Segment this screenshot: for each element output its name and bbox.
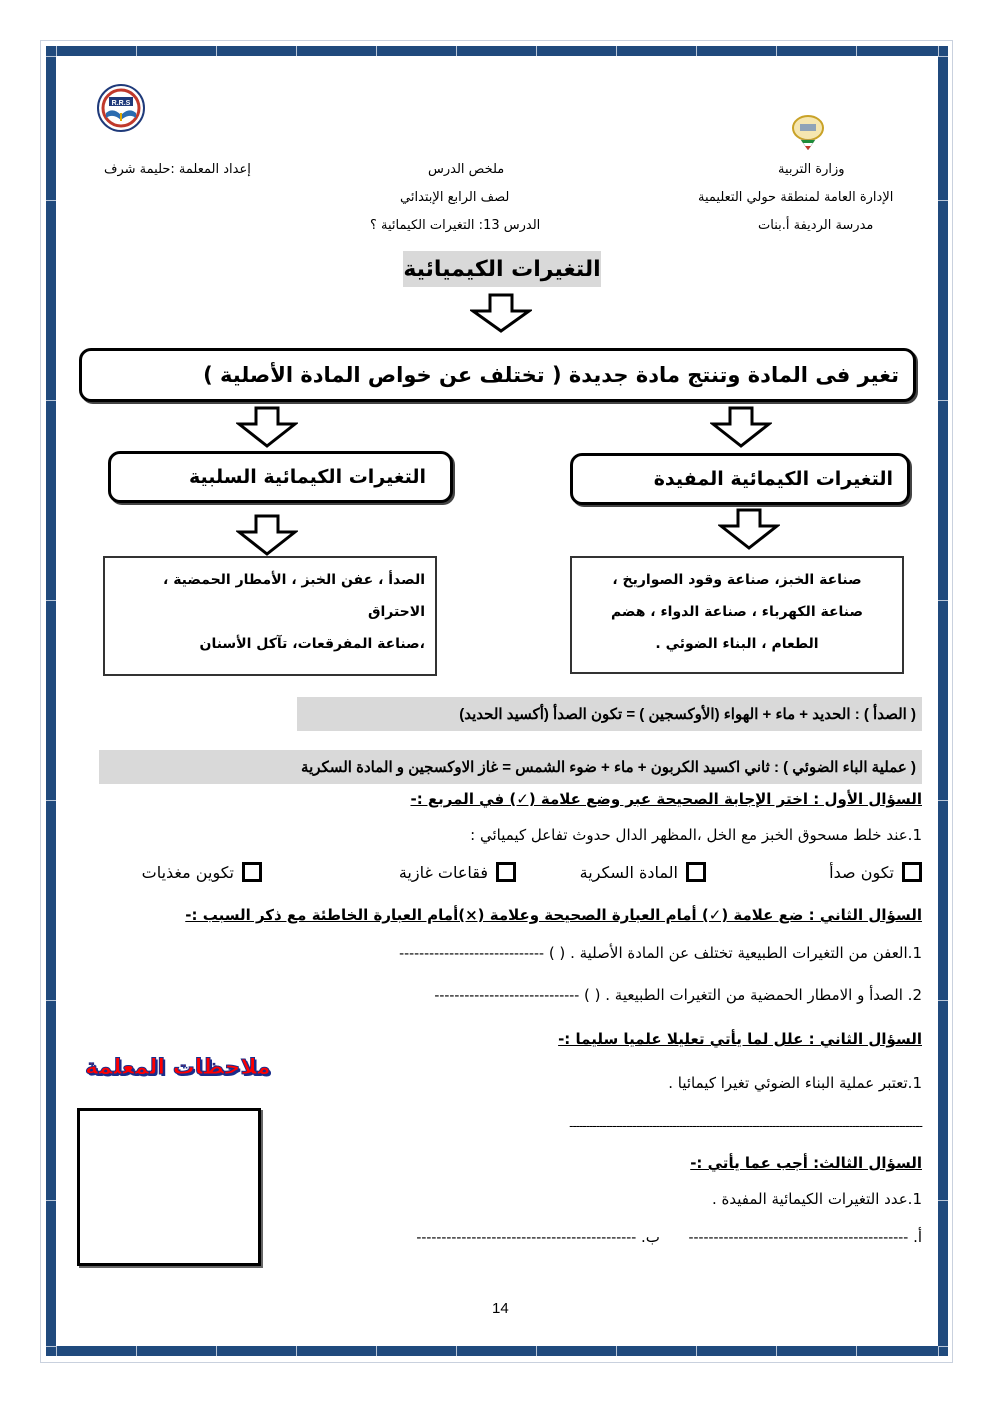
harmful-line: ،صناعة المفرقعات، تآكل الأسنان xyxy=(199,636,425,652)
down-arrow-icon xyxy=(718,508,780,554)
border-divider xyxy=(938,1346,939,1356)
border-divider xyxy=(46,1346,56,1347)
svg-text:R.R.S: R.R.S xyxy=(111,100,131,107)
useful-changes-list xyxy=(570,556,904,674)
border-top xyxy=(46,46,948,56)
down-arrow-icon xyxy=(470,293,532,337)
border-divider xyxy=(46,1000,56,1001)
checkbox[interactable] xyxy=(686,862,706,882)
border-divider xyxy=(136,1346,137,1356)
true-false-item: 2. الصدأ و الامطار الحمضية من التغيرات الطبيعية . ( ) ----------------------------- xyxy=(434,986,922,1004)
page-number: 14 xyxy=(492,1300,509,1317)
border-divider xyxy=(136,46,137,56)
answer-a-blank[interactable]: -------------------------------------------- xyxy=(688,1229,909,1246)
useful-heading-text: التغيرات الكيمائية المفيدة xyxy=(653,468,893,490)
border-divider xyxy=(938,800,948,801)
border-divider xyxy=(216,1346,217,1356)
option-label: تكون صدأ xyxy=(829,862,894,882)
down-arrow-icon xyxy=(710,406,772,452)
question-4-item: 1.عدد التغيرات الكيمائية المفيدة . xyxy=(711,1190,922,1208)
answer-bracket[interactable]: ( ) xyxy=(548,944,566,962)
border-divider xyxy=(536,1346,537,1356)
border-divider xyxy=(938,400,948,401)
border-divider xyxy=(46,400,56,401)
answer-bracket[interactable]: ( ) xyxy=(583,986,601,1004)
border-divider xyxy=(46,600,56,601)
checkbox[interactable] xyxy=(242,862,262,882)
border-divider xyxy=(776,1346,777,1356)
answer-row xyxy=(416,1228,922,1246)
border-divider xyxy=(56,1346,57,1356)
question-1-heading: السؤال الأول : اختر الإجابة الصحيحة عبر وضع علامة (✓) في المربع :- xyxy=(410,790,922,808)
border-divider xyxy=(296,1346,297,1356)
question-1-item: 1.عند خلط مسحوق الخبز مع الخل ،المظهر الدال حدوث تفاعل كيميائي : xyxy=(470,826,922,844)
border-divider xyxy=(46,200,56,201)
border-divider xyxy=(938,1200,948,1201)
question-3-item: 1.تعتبر عملية البناء الضوئي تغيرا كيمائيا . xyxy=(668,1074,922,1092)
answer-b-label: ب. xyxy=(640,1228,660,1246)
school-name: مدرسة الرديفة أ.بنات xyxy=(758,218,874,233)
border-divider xyxy=(938,46,939,56)
useful-line: صناعة الخبز، صناعة وقود الصواريخ ، xyxy=(612,572,862,588)
kuwait-emblem-icon xyxy=(790,114,826,152)
question-2-heading: السؤال الثاني : ضع علامة (✓) أمام العبارة الصحيحة وعلامة (×)أمام العبارة الخاطئة مع ذكر السبب :- xyxy=(185,906,922,924)
border-divider xyxy=(46,1200,56,1201)
border-right xyxy=(938,46,948,1356)
school-logo-icon xyxy=(96,83,146,133)
true-false-item: 1.العفن من التغيرات الطبيعية تختلف عن المادة الأصلية . ( ) ----------------------------- xyxy=(399,944,922,962)
definition-box xyxy=(79,348,916,402)
diagram-title: التغيرات الكيميائية xyxy=(403,251,601,287)
question-4-heading: السؤال الثالث: أجب عما يأتي :- xyxy=(690,1154,922,1172)
border-divider xyxy=(856,1346,857,1356)
teacher-name: إعداد المعلمة :حليمة شرف xyxy=(104,162,251,177)
lesson-title: الدرس 13: التغيرات الكيمائية ؟ xyxy=(370,218,541,233)
border-divider xyxy=(46,800,56,801)
checkbox[interactable] xyxy=(496,862,516,882)
harmful-changes-heading xyxy=(108,451,453,503)
harmful-changes-list xyxy=(103,556,437,676)
photosynthesis-equation: ( عملية الباء الضوئي ) : ثاني اكسيد الكربون + ماء + ضوء الشمس = غاز الاوكسجين و المادة السكرية xyxy=(99,750,922,784)
border-divider xyxy=(296,46,297,56)
border-divider xyxy=(616,46,617,56)
border-divider xyxy=(696,46,697,56)
answer-blank[interactable]: ----------------------------- xyxy=(399,945,545,962)
border-divider xyxy=(46,56,56,57)
ministry-name: وزارة التربية xyxy=(778,162,845,177)
option-label: تكوين مغذيات xyxy=(141,862,234,882)
border-divider xyxy=(938,56,948,57)
district-name: الإدارة العامة لمنطقة حولي التعليمية xyxy=(698,190,894,205)
option-sugar[interactable] xyxy=(580,862,706,882)
useful-changes-heading xyxy=(570,453,910,505)
useful-line: الطعام ، البناء الضوئي . xyxy=(655,636,819,652)
grade-label: لصف الرابع الإبتدائي xyxy=(400,190,510,205)
down-arrow-icon xyxy=(236,406,298,452)
answer-b-blank[interactable]: -------------------------------------------- xyxy=(416,1229,637,1246)
answer-blank[interactable]: ---------------------------------------------------------------------------------------------------------- xyxy=(569,1118,922,1133)
border-divider xyxy=(776,46,777,56)
border-divider xyxy=(56,46,57,56)
option-label: فقاعات غازية xyxy=(398,862,488,882)
border-divider xyxy=(376,1346,377,1356)
border-divider xyxy=(938,1346,948,1347)
useful-line: صناعة الكهرباء ، صناعة الدواء ، هضم xyxy=(610,604,864,620)
option-gas-bubbles[interactable] xyxy=(399,862,516,882)
down-arrow-icon xyxy=(236,514,298,560)
border-divider xyxy=(456,46,457,56)
border-divider xyxy=(938,200,948,201)
teacher-notes-box[interactable] xyxy=(77,1108,261,1266)
summary-label: ملخص الدرس xyxy=(428,162,505,177)
harmful-heading-text: التغيرات الكيمائية السلبية xyxy=(188,466,426,488)
border-divider xyxy=(856,46,857,56)
answer-blank[interactable]: ----------------------------- xyxy=(434,987,580,1004)
rust-equation: ( الصدأ ) : الحديد + ماء + الهواء (الأوكسجين ) = تكون الصدأ (أكسيد الحديد) xyxy=(297,697,922,731)
question-3-heading: السؤال الثاني : علل لما يأتي تعليلا علميا سليما :- xyxy=(558,1030,922,1048)
harmful-line: الصدأ ، عفن الخبز ، الأمطار الحمضية ، الاحتراق xyxy=(163,572,425,620)
checkbox[interactable] xyxy=(902,862,922,882)
border-divider xyxy=(696,1346,697,1356)
border-divider xyxy=(456,1346,457,1356)
option-label: المادة السكرية xyxy=(579,862,678,882)
answer-a-label: أ. xyxy=(913,1228,922,1246)
border-divider xyxy=(536,46,537,56)
border-divider xyxy=(938,1000,948,1001)
border-left xyxy=(46,46,56,1356)
border-divider xyxy=(376,46,377,56)
option-rust[interactable] xyxy=(829,862,922,882)
teacher-notes-title: ملاحظات المعلمة xyxy=(85,1055,271,1080)
border-bottom xyxy=(46,1346,948,1356)
option-nutrients[interactable] xyxy=(142,862,262,882)
border-divider xyxy=(616,1346,617,1356)
definition-text: تغير فى المادة وتنتج مادة جديدة ( تختلف عن خواص المادة الأصلية ) xyxy=(203,363,899,387)
border-divider xyxy=(938,600,948,601)
border-divider xyxy=(216,46,217,56)
